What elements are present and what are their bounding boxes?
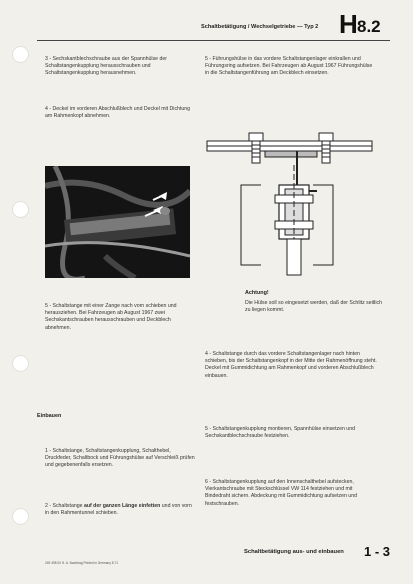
step-5-install-sleeve: 5 - Führungshülse in das vordere Schaltstangenlager einkrallen und Führungsring aufsetzen. Bei Fahrzeugen ab August 1967 Führungshülse in die Schaltstangenführung am Deckblech einsetzen. (205, 56, 373, 77)
footer-page-number: 1 - 3 (364, 544, 391, 559)
header-subtitle: Schaltbetätigung / Wechselgetriebe — Typ 2 (201, 24, 319, 30)
step-4-install: 4 - Schaltstange durch das vordere Schaltstangenlager nach hinten schieben, bis der Schaltstangenkopf in der Mitte der Rahmenöffnung steht. Deckel mit Gummidichtung am Rahmenkopf und vorderen Abschlußblech einbauen. (205, 351, 377, 379)
attention-title: Achtung! (245, 290, 269, 296)
step-3-remove: 3 - Sechskantblechschraube aus der Spannhülse der Schaltstangenkupplung herausschrauben und Schaltstangenkupplung herausnehmen. (45, 56, 167, 77)
heading-einbauen: Einbauen (37, 413, 62, 419)
step-5-install-coupling: 5 - Schaltstangenkupplung montieren, Spannhülse einsetzen und Sechskantblechschraube festziehen. (205, 426, 355, 440)
photo-illustration (45, 166, 190, 278)
attention-text: Die Hülse soll so eingesetzt werden, daß der Schlitz seitlich zu liegen kommt. (245, 300, 382, 314)
punch-hole-mid-upper (12, 201, 29, 218)
punch-hole-bottom (12, 508, 29, 525)
footer-title: Schaltbetätigung aus- und einbauen (244, 549, 344, 555)
header-letter: H (339, 9, 357, 39)
step-2-prefix: 2 - Schaltstange (45, 503, 83, 509)
footer-print-info: 249 498 00 H. A. Nachtrag Printed in Germany 8.71 (45, 561, 119, 565)
header-number: 8.2 (357, 17, 381, 36)
diagram-drawing (201, 125, 381, 280)
punch-hole-top (12, 46, 29, 63)
header-rule (37, 40, 390, 41)
step-5-remove: 5 - Schaltstange mit einer Zange nach vorn schieben und herausziehen. Bei Fahrzeugen ab August 1967 zwei Sechskantschrauben herausschrauben und Deckblech abnehmen. (45, 303, 177, 331)
step-6-install: 6 - Schaltstangenkupplung auf den Innenschalthebel aufstecken, Vierkantschraube mit Steckschlüssel VW 114 festziehen und mit Bindedraht sichern. Abdeckung mit Gummidichtung aufsetzen und festschrauben. (205, 479, 357, 507)
punch-hole-mid-lower (12, 355, 29, 372)
step-2-bold: auf der ganzen Länge einfetten (83, 503, 161, 509)
photo-shift-rod (45, 166, 190, 278)
step-2-install (45, 503, 195, 517)
step-1-install: 1 - Schaltstange, Schaltstangenkupplung, Schalthebel, Druckfeder, Schaltbock und Führungshülse auf Verschleiß prüfen und gegebenenfalls ersetzen. (45, 448, 195, 469)
step-4-remove: 4 - Deckel im vorderen Abschlußblech und Deckel mit Dichtung am Rahmenkopf abnehmen. (45, 106, 191, 120)
step-2-suffix: und von vorn in den Rahmentunnel schieben. (45, 503, 192, 517)
diagram-guide-sleeve (201, 125, 381, 280)
